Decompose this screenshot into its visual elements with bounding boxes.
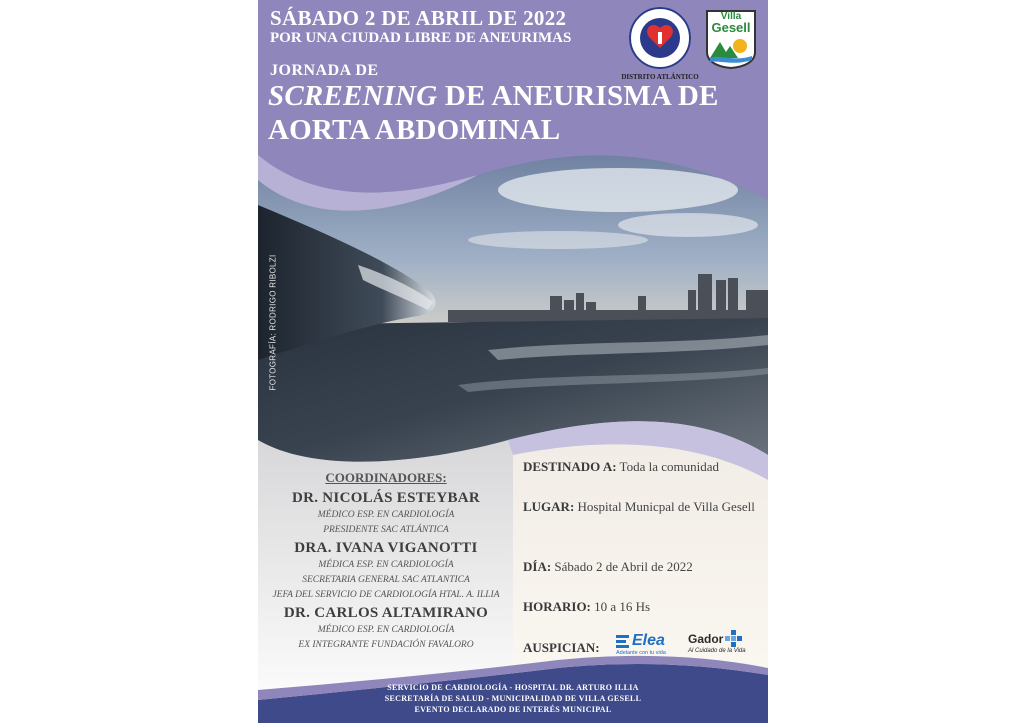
elea-logo bbox=[616, 632, 666, 656]
coordinator-role: EX INTEGRANTE FUNDACIÓN FAVALORO bbox=[298, 640, 474, 650]
gador-logo bbox=[688, 630, 746, 654]
jornada-label: JORNADA DE bbox=[270, 62, 379, 79]
event-title-line2: AORTA ABDOMINAL bbox=[268, 114, 561, 146]
coordinators-heading: COORDINADORES: bbox=[325, 470, 447, 485]
event-poster bbox=[258, 0, 768, 723]
title-rest: DE ANEURISMA DE bbox=[437, 80, 719, 112]
detail-value: Sábado 2 de Abril de 2022 bbox=[551, 559, 693, 574]
gador-tagline: Al Cuidado de la Vida bbox=[688, 648, 746, 654]
elea-mark-icon bbox=[616, 634, 630, 648]
footer-line: SERVICIO DE CARDIOLOGÍA - HOSPITAL DR. ARTURO ILLIA bbox=[387, 683, 639, 692]
coordinator-role: MÉDICO ESP. EN CARDIOLOGÍA bbox=[317, 510, 455, 520]
footer-line: SECRETARÍA DE SALUD - MUNICIPALIDAD DE VILLA GESELL bbox=[384, 694, 642, 703]
event-motto: POR UNA CIUDAD LIBRE DE ANEURIMAS bbox=[270, 30, 572, 46]
detail-dia bbox=[523, 557, 763, 577]
detail-label: HORARIO: bbox=[523, 599, 591, 614]
coordinator-name: DR. CARLOS ALTAMIRANO bbox=[283, 605, 489, 621]
elea-tagline: Adelante con tu vida bbox=[616, 650, 666, 656]
coordinator-role: SECRETARIA GENERAL SAC ATLANTICA bbox=[302, 575, 470, 585]
gador-name: Gador bbox=[688, 632, 724, 646]
coordinator-name: DR. NICOLÁS ESTEYBAR bbox=[291, 490, 481, 506]
gador-mark-icon bbox=[725, 630, 743, 648]
detail-horario bbox=[523, 597, 763, 617]
detail-destinado bbox=[523, 457, 763, 477]
coordinator-role: MÉDICO ESP. EN CARDIOLOGÍA bbox=[317, 625, 455, 635]
elea-name: Elea bbox=[632, 632, 665, 649]
detail-label: DÍA: bbox=[523, 559, 552, 574]
coordinator-role: JEFA DEL SERVICIO DE CARDIOLOGÍA HTAL. A. ILLIA bbox=[272, 590, 500, 600]
detail-label: LUGAR: bbox=[523, 499, 575, 514]
sac-distrito-label: DISTRITO ATLÁNTICO bbox=[621, 73, 699, 81]
footer-line: EVENTO DECLARADO DE INTERÉS MUNICIPAL bbox=[414, 705, 612, 714]
detail-label: AUSPICIAN: bbox=[523, 640, 600, 655]
event-date: SÁBADO 2 DE ABRIL DE 2022 bbox=[270, 6, 567, 30]
detail-value: Hospital Municpal de Villa Gesell bbox=[574, 499, 755, 514]
villa-word: Villa bbox=[720, 11, 742, 22]
gesell-word: Gesell bbox=[711, 20, 751, 35]
coordinator-name: DRA. IVANA VIGANOTTI bbox=[294, 540, 478, 556]
coordinator-role: PRESIDENTE SAC ATLÁNTICA bbox=[323, 525, 449, 535]
poster-footer bbox=[258, 682, 768, 715]
title-italic-word: SCREENING bbox=[268, 80, 438, 112]
detail-lugar bbox=[523, 497, 763, 517]
villa-gesell-text bbox=[704, 11, 758, 33]
event-title-line1 bbox=[268, 80, 719, 113]
coordinators-section bbox=[258, 470, 514, 653]
detail-value: Toda la comunidad bbox=[616, 459, 720, 474]
detail-label: DESTINADO A: bbox=[523, 459, 617, 474]
photo-credit: FOTOGRAFÍA: RODRIGO RIBOLZI bbox=[268, 254, 278, 391]
sac-logo bbox=[628, 6, 692, 70]
detail-value: 10 a 16 Hs bbox=[590, 599, 651, 614]
coordinator-role: MÉDICA ESP. EN CARDIOLOGÍA bbox=[318, 560, 454, 570]
